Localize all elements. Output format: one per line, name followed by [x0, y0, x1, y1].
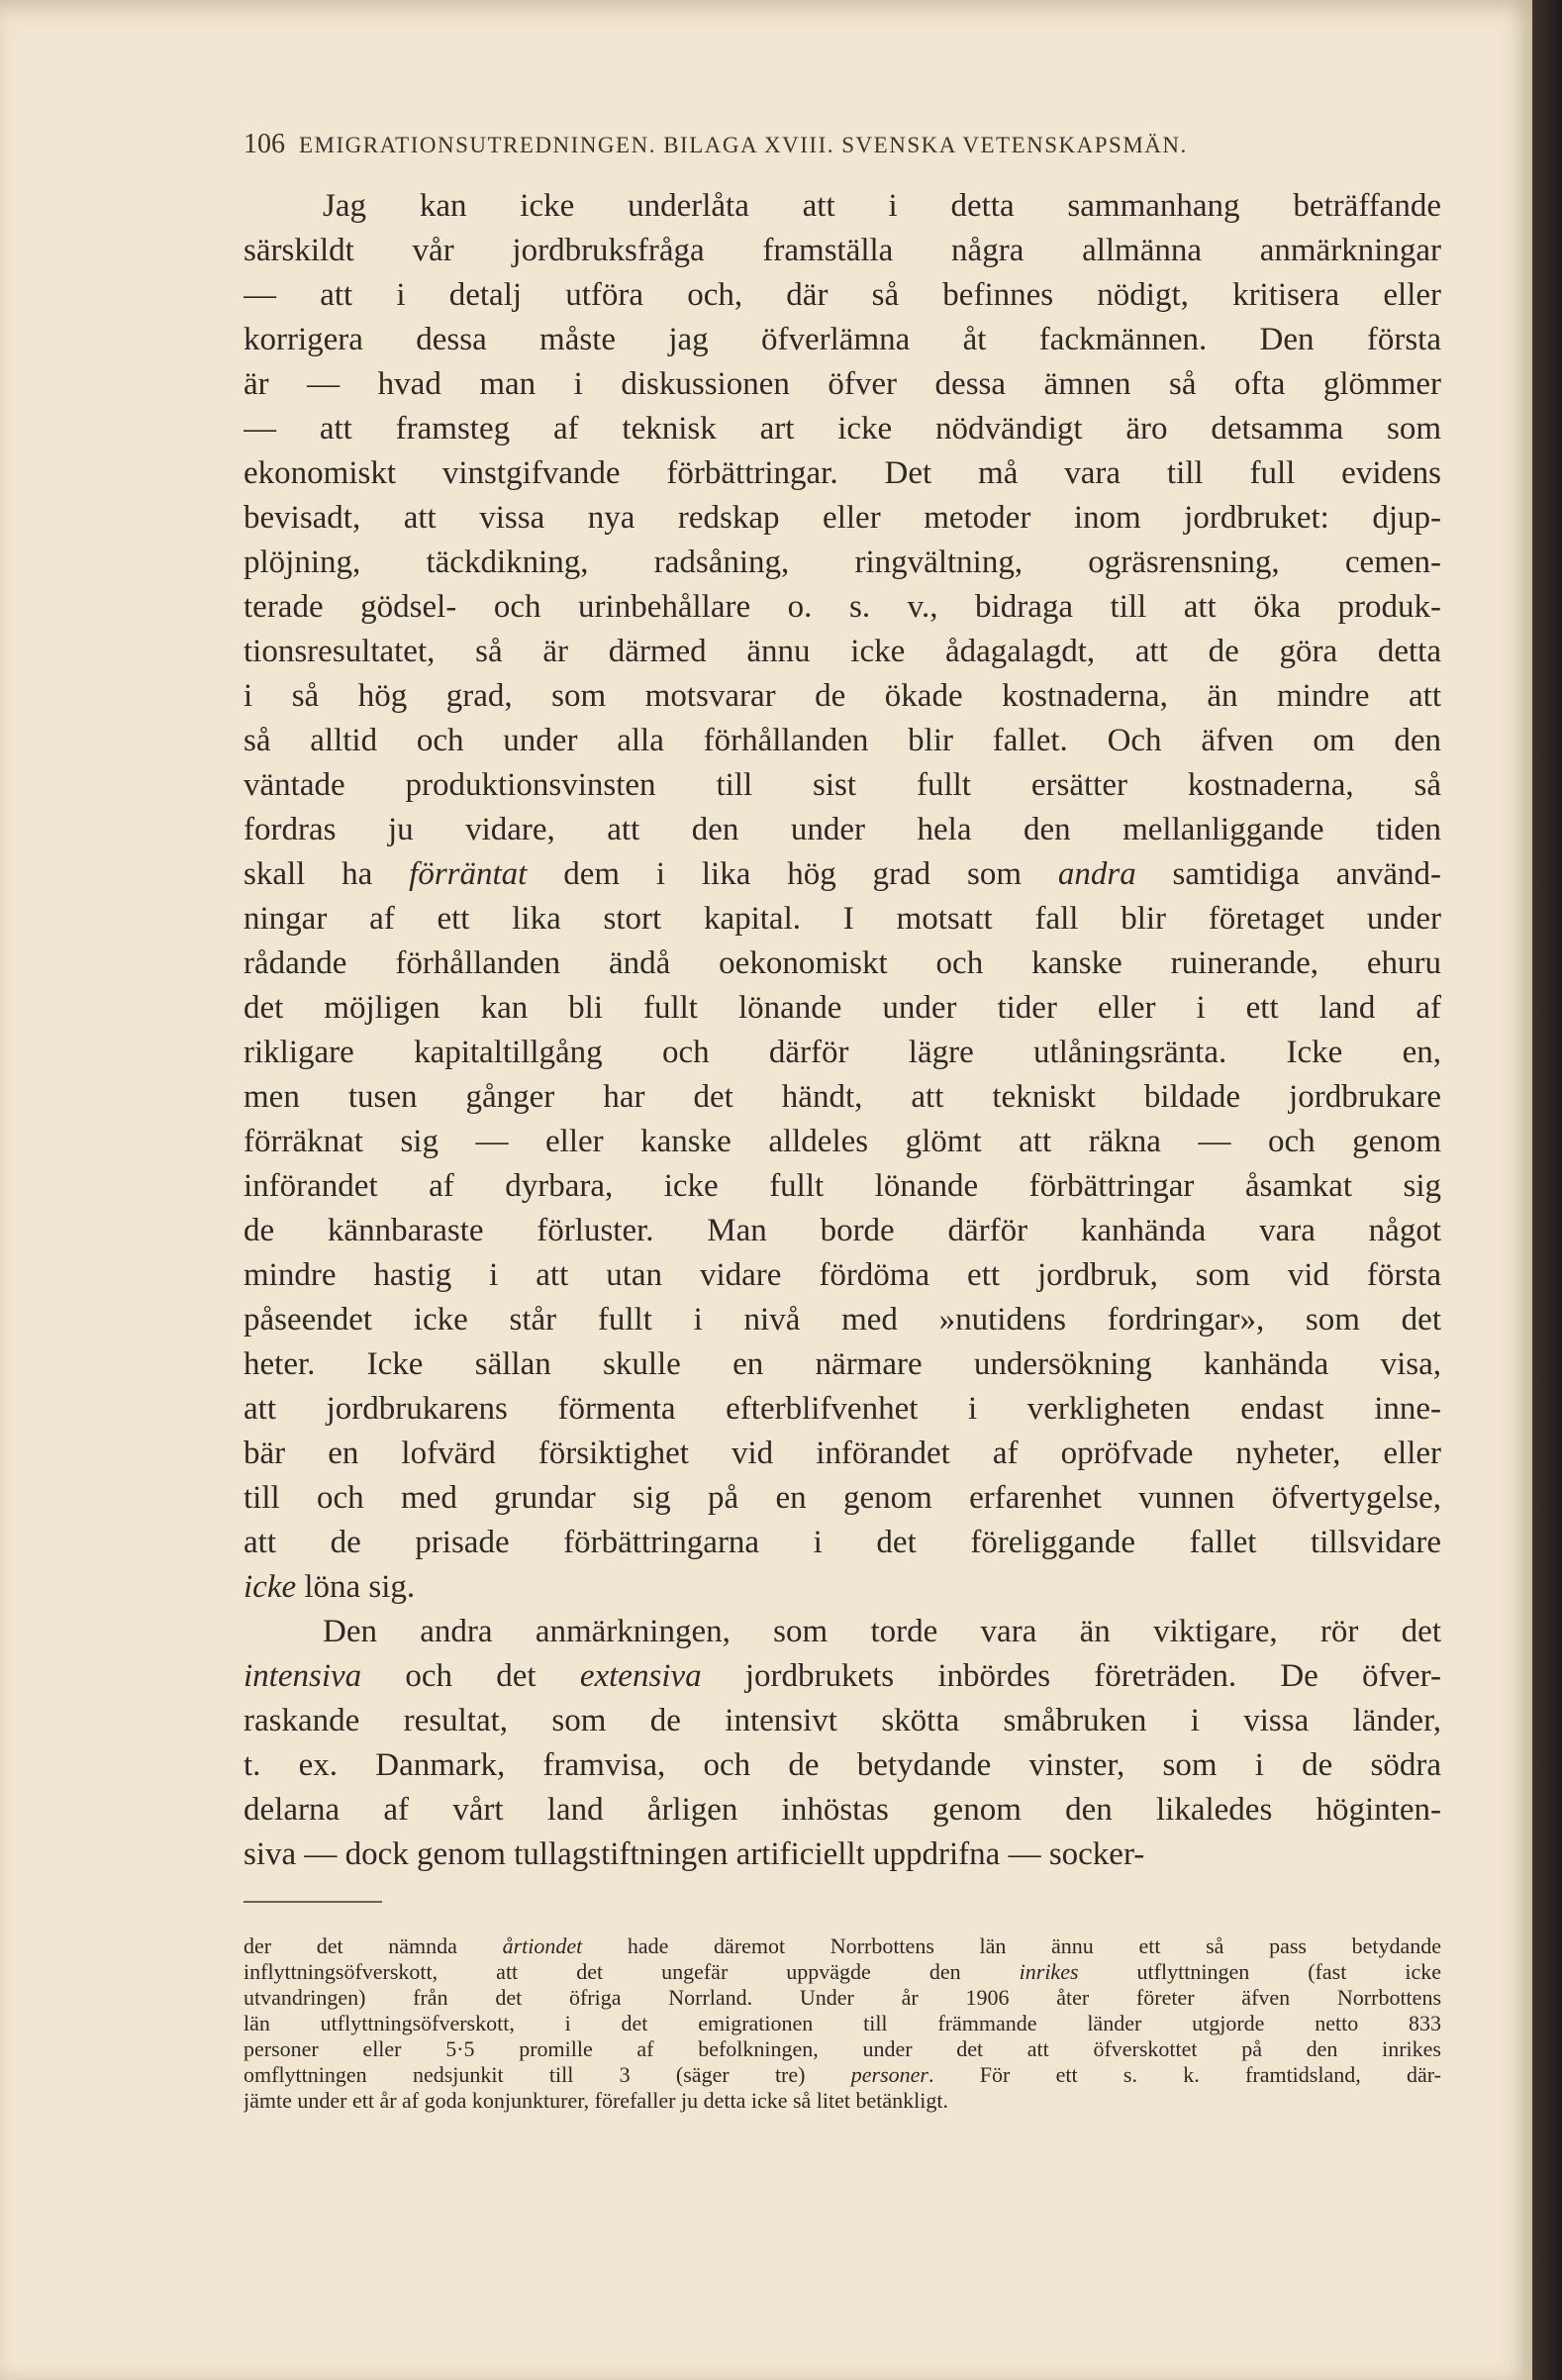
text-line: [244, 1031, 1441, 1075]
text-segment: Den andra anmärkningen, som torde vara än viktigare, rör det: [323, 1614, 1441, 1649]
text-segment: löna sig.: [296, 1569, 416, 1605]
text-line: [244, 1610, 1441, 1654]
text-segment: raskande resultat, som de intensivt skötta småbruken i vissa länder,: [244, 1703, 1441, 1738]
text-segment: tionsresultatet, så är därmed ännu icke ådagalagdt, att de göra detta: [244, 634, 1441, 669]
text-segment: siva — dock genom tullagstiftningen artificiellt uppdrifna — socker-: [244, 1836, 1145, 1872]
text-segment: det möjligen kan bli fullt lönande under tider eller i ett land af: [244, 990, 1441, 1026]
text-line: [244, 1788, 1441, 1833]
text-segment: de kännbaraste förluster. Man borde därför kanhända vara något: [244, 1213, 1441, 1248]
footnote-rule: [244, 1901, 382, 1903]
text-line: [244, 451, 1441, 496]
text-line: [244, 1342, 1441, 1387]
text-segment: dem i lika hög grad som: [527, 856, 1058, 892]
text-line: [244, 1075, 1441, 1120]
text-line: [244, 1120, 1441, 1164]
text-line: [244, 541, 1441, 585]
text-segment: hade däremot Norrbottens län ännu ett så pass betydande: [582, 1934, 1441, 1958]
text-line: [244, 362, 1441, 407]
footnote-line: [244, 2011, 1441, 2036]
book-edge: [1532, 0, 1562, 2380]
text-line: [244, 942, 1441, 986]
text-line: [244, 1743, 1441, 1788]
text-segment: utvandringen) från det öfriga Norrland. Under år 1906 åter företer äfven Norrbottens: [244, 1985, 1441, 2010]
text-segment: och det: [361, 1658, 580, 1694]
text-segment: införandet af dyrbara, icke fullt lönande förbättringar åsamkat sig: [244, 1168, 1441, 1204]
text-segment: rådande förhållanden ändå oekonomiskt och kanske ruinerande, ehuru: [244, 945, 1441, 981]
text-line: [244, 1521, 1441, 1565]
text-line: [244, 852, 1441, 897]
italic-text: extensiva: [579, 1658, 702, 1694]
text-segment: samtidiga använd-: [1135, 856, 1441, 892]
text-segment: . För ett s. k. framtidsland, där-: [927, 2062, 1441, 2087]
text-line: [244, 897, 1441, 942]
text-line: [244, 674, 1441, 719]
text-line: [244, 1565, 1441, 1610]
text-segment: att jordbrukarens förmenta efterblifvenhet i verkligheten endast inne-: [244, 1391, 1441, 1427]
text-line: [244, 318, 1441, 362]
text-line: [244, 808, 1441, 852]
text-segment: bevisadt, att vissa nya redskap eller metoder inom jordbruket: djup-: [244, 500, 1441, 536]
italic-text: förräntat: [409, 856, 528, 892]
text-segment: skall ha: [244, 856, 410, 892]
text-segment: till och med grundar sig på en genom erfarenhet vunnen öfvertygelse,: [244, 1480, 1441, 1516]
italic-text: årtiondet: [502, 1934, 583, 1958]
text-segment: utflyttningen (fast icke: [1078, 1959, 1441, 1984]
text-line: [244, 1298, 1441, 1342]
text-segment: plöjning, täckdikning, radsåning, ringvältning, ogräsrensning, cemen-: [244, 545, 1441, 580]
text-line: [244, 1164, 1441, 1209]
text-segment: är — hvad man i diskussionen öfver dessa ämnen så ofta glömmer: [244, 366, 1441, 402]
text-segment: särskildt vår jordbruksfråga framställa några allmänna anmärkningar: [244, 233, 1441, 268]
text-line: [244, 273, 1441, 318]
footnote-line: [244, 1934, 1441, 1959]
text-segment: bär en lofvärd försiktighet vid införandet af opröfvade nyheter, eller: [244, 1436, 1441, 1471]
text-line: [244, 1253, 1441, 1298]
text-segment: inflyttningsöfverskott, att det ungefär uppvägde den: [244, 1959, 1020, 1984]
text-line: [244, 986, 1441, 1031]
text-line: [244, 184, 1441, 229]
text-segment: län utflyttningsöfverskott, i det emigrationen till främmande länder utgjorde netto 833: [244, 2011, 1441, 2035]
text-line: [244, 1209, 1441, 1253]
text-line: [244, 763, 1441, 808]
text-line: [244, 1476, 1441, 1521]
text-segment: ningar af ett lika stort kapital. I motsatt fall blir företaget under: [244, 901, 1441, 937]
text-segment: heter. Icke sällan skulle en närmare undersökning kanhända visa,: [244, 1346, 1441, 1382]
text-line: [244, 1387, 1441, 1432]
text-segment: så alltid och under alla förhållanden blir fallet. Och äfven om den: [244, 723, 1441, 758]
text-segment: personer eller 5·5 promille af befolkningen, under det att öfverskottet på den inrikes: [244, 2036, 1441, 2061]
footnote-line: [244, 2088, 1441, 2114]
text-segment: jordbrukets inbördes företräden. De öfver-: [701, 1658, 1441, 1694]
text-line: [244, 229, 1441, 273]
italic-text: andra: [1057, 856, 1136, 892]
text-segment: terade gödsel- och urinbehållare o. s. v., bidraga till att öka produk-: [244, 589, 1441, 625]
text-line: [244, 496, 1441, 541]
text-segment: jämte under ett år af goda konjunkturer, förefaller ju detta icke så litet betänkligt.: [244, 2088, 949, 2113]
text-segment: väntade produktionsvinsten till sist fullt ersätter kostnaderna, så: [244, 767, 1441, 803]
text-segment: der det nämnda: [244, 1934, 503, 1958]
footnote-line: [244, 2062, 1441, 2088]
text-segment: — att framsteg af teknisk art icke nödvändigt äro detsamma som: [244, 411, 1441, 446]
text-segment: t. ex. Danmark, framvisa, och de betydande vinster, som i de södra: [244, 1747, 1441, 1783]
italic-text: personer: [850, 2062, 928, 2087]
text-line: [244, 630, 1441, 674]
text-line: [244, 1699, 1441, 1743]
text-segment: — att i detalj utföra och, där så befinnes nödigt, kritisera eller: [244, 277, 1441, 313]
text-segment: i så hög grad, som motsvarar de ökade kostnaderna, än mindre att: [244, 678, 1441, 714]
text-line: [244, 1432, 1441, 1476]
italic-text: intensiva: [244, 1658, 362, 1694]
footnote-line: [244, 1959, 1441, 1985]
page-number: 106: [244, 129, 285, 159]
text-line: [244, 1654, 1441, 1699]
text-segment: att de prisade förbättringarna i det föreliggande fallet tillsvidare: [244, 1525, 1441, 1560]
text-segment: omflyttningen nedsjunkit till 3 (säger tre): [244, 2062, 851, 2087]
text-line: [244, 585, 1441, 630]
text-segment: ekonomiskt vinstgifvande förbättringar. Det må vara till full evidens: [244, 455, 1441, 491]
italic-text: icke: [244, 1569, 297, 1605]
text-segment: delarna af vårt land årligen inhöstas genom den likaledes höginten-: [244, 1792, 1441, 1828]
body-text: [244, 184, 1441, 1877]
text-segment: korrigera dessa måste jag öfverlämna åt fackmännen. Den första: [244, 322, 1441, 357]
text-segment: rikligare kapitaltillgång och därför lägre utlåningsränta. Icke en,: [244, 1035, 1441, 1070]
text-line: [244, 719, 1441, 763]
running-title: EMIGRATIONSUTREDNINGEN. BILAGA XVIII. SVENSKA VETENSKAPSMÄN.: [299, 133, 1188, 157]
text-segment: Jag kan icke underlåta att i detta sammanhang beträffande: [323, 188, 1441, 224]
footnote-text: [244, 1934, 1441, 2114]
text-segment: men tusen gånger har det händt, att tekniskt bildade jordbrukare: [244, 1079, 1441, 1115]
footnote-line: [244, 2036, 1441, 2062]
text-line: [244, 407, 1441, 451]
italic-text: inrikes: [1019, 1959, 1079, 1984]
text-line: [244, 1833, 1441, 1877]
text-segment: mindre hastig i att utan vidare fördöma ett jordbruk, som vid första: [244, 1257, 1441, 1293]
footnote-line: [244, 1985, 1441, 2011]
text-segment: påseendet icke står fullt i nivå med »nutidens fordringar», som det: [244, 1302, 1441, 1338]
text-segment: fordras ju vidare, att den under hela den mellanliggande tiden: [244, 812, 1441, 847]
running-header: [244, 129, 1441, 168]
text-segment: förräknat sig — eller kanske alldeles glömt att räkna — och genom: [244, 1124, 1441, 1159]
